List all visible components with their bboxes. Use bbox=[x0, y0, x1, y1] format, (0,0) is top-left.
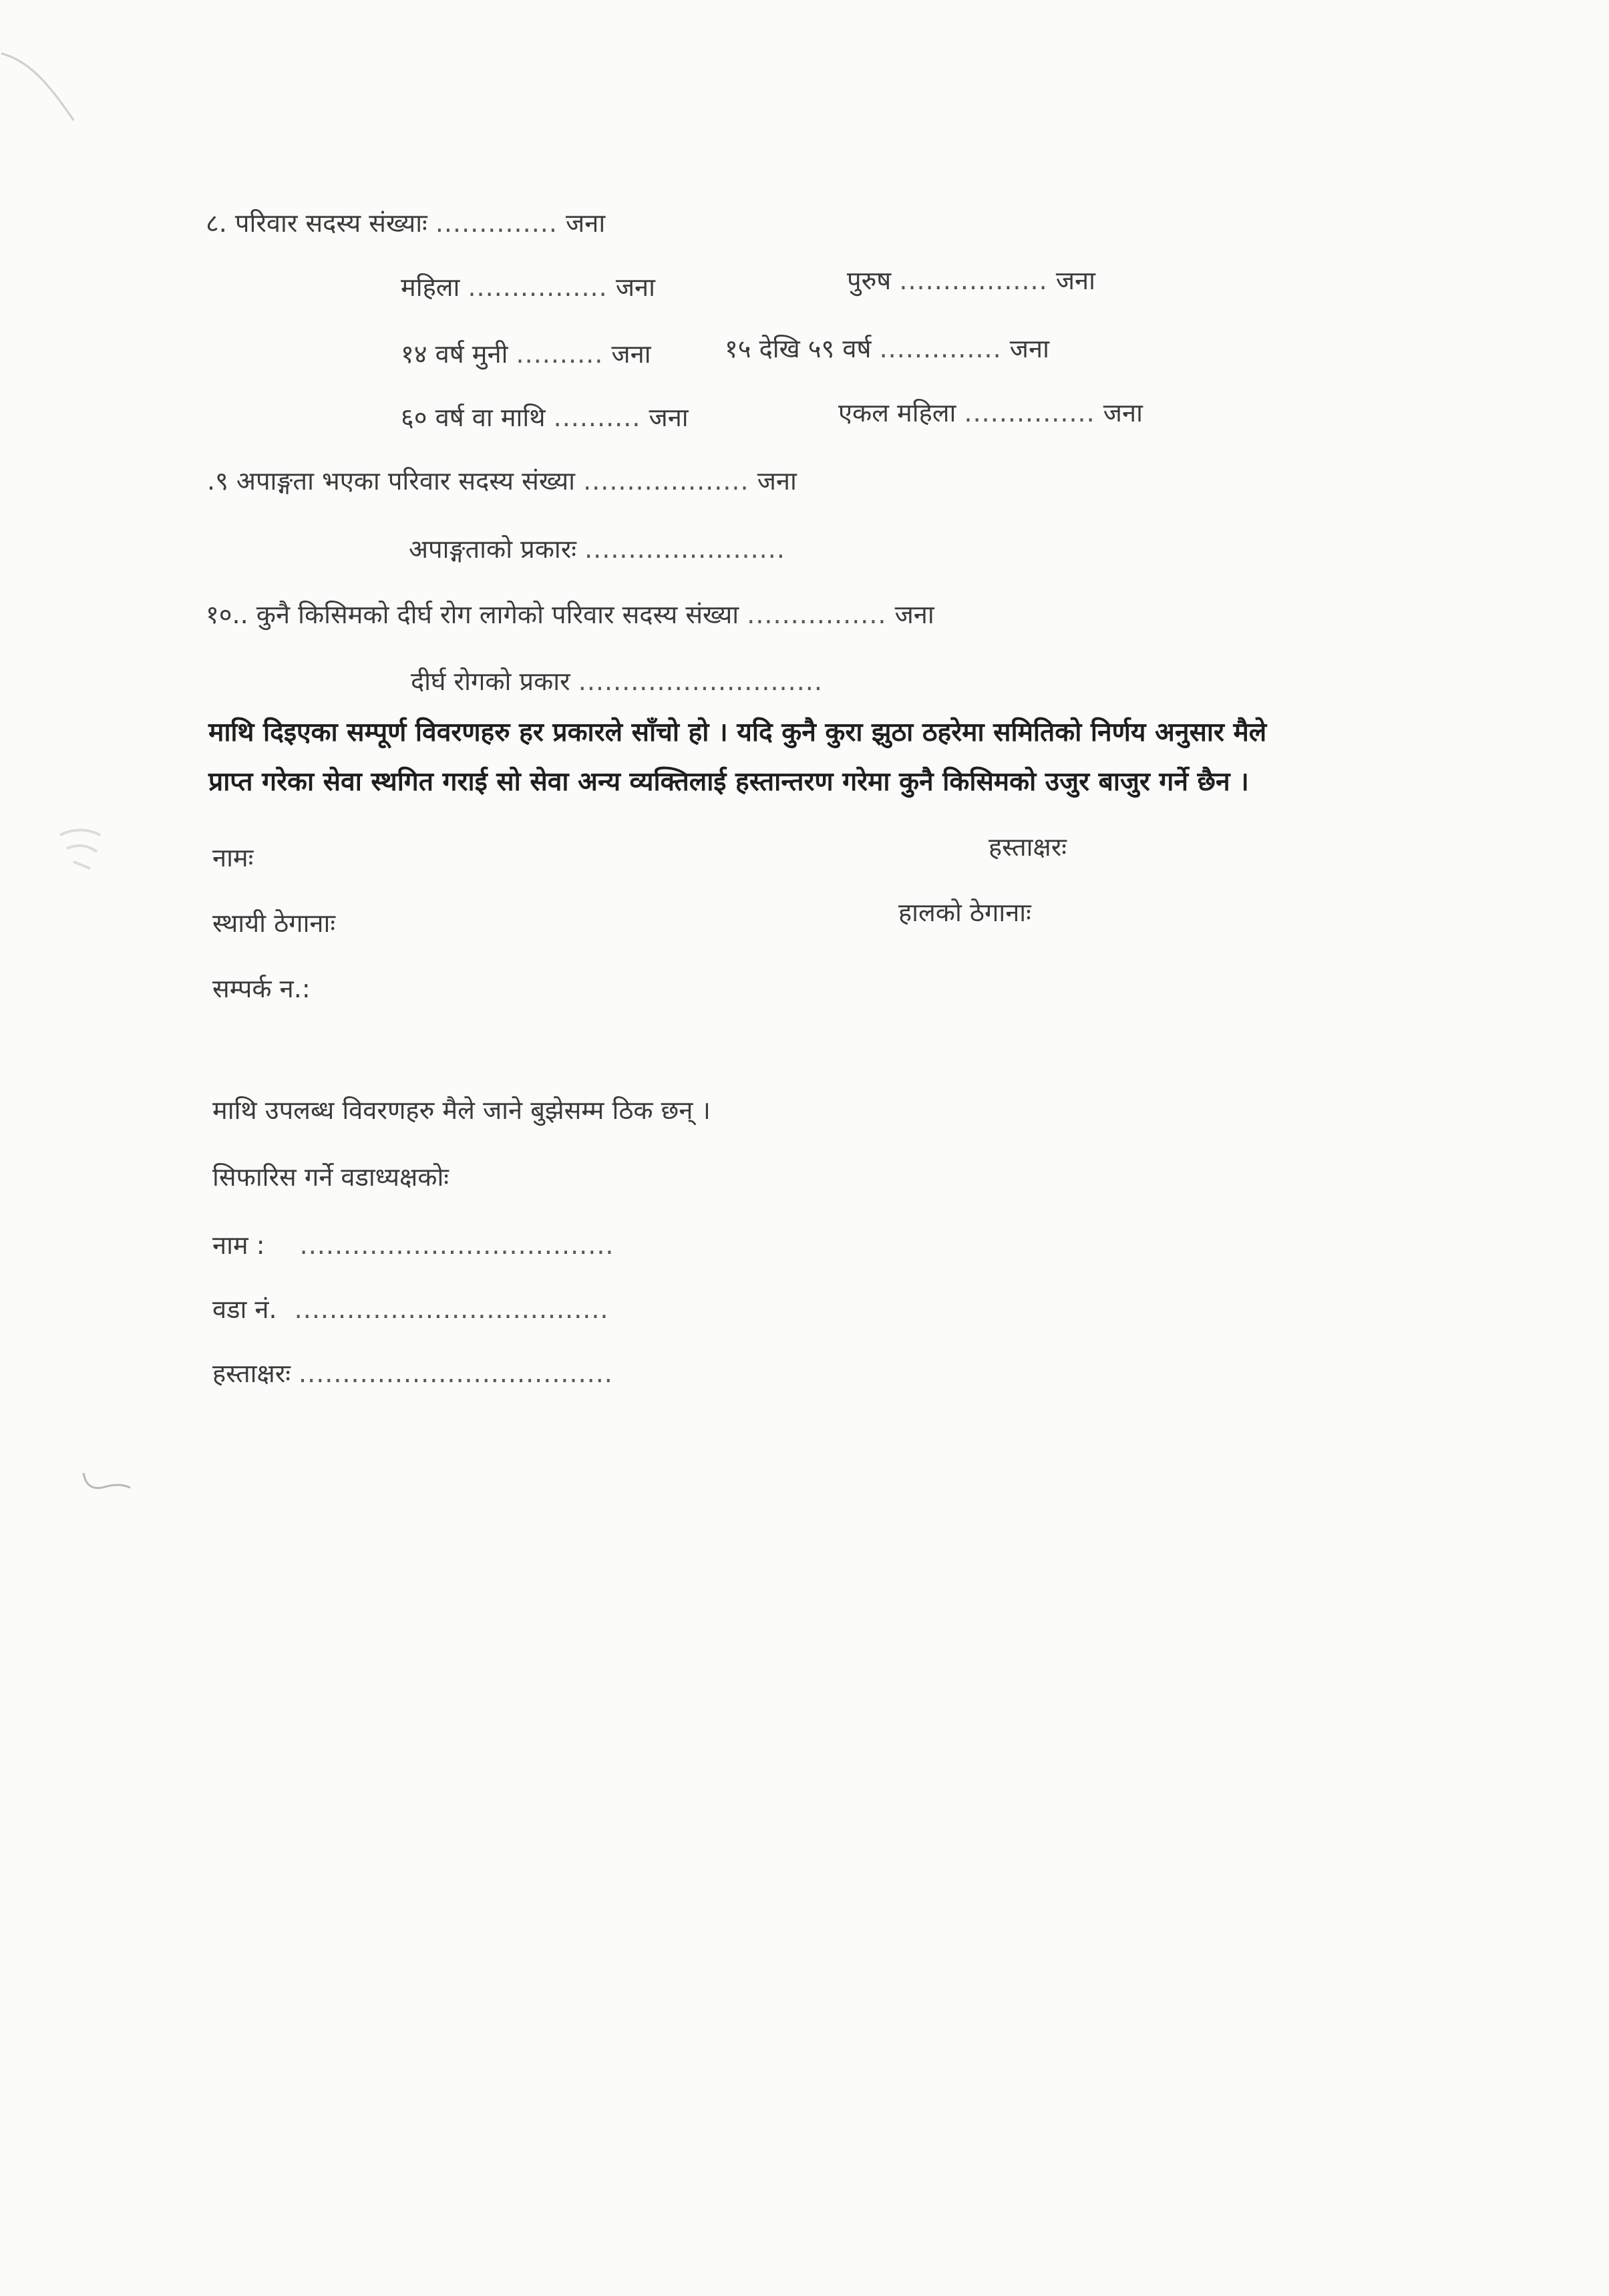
applicant-name-label: नामः bbox=[212, 843, 254, 872]
q8-single-women-row bbox=[838, 398, 1143, 429]
ward-signature-label: हस्ताक्षरः bbox=[212, 1359, 291, 1388]
q9-type-row bbox=[409, 534, 785, 565]
under14-unit: जना bbox=[611, 339, 651, 369]
q9-unit: जना bbox=[757, 466, 797, 496]
men-unit: जना bbox=[1055, 266, 1095, 295]
single-women-dots: ............... bbox=[964, 398, 1095, 428]
q10-label: १०.. कुनै किसिमको दीर्घ रोग लागेको परिवार सदस्य संख्या bbox=[206, 600, 739, 629]
ward-verification-text: माथि उपलब्ध विवरणहरु मैले जाने बुझेसम्म ठिक छन् । bbox=[212, 1096, 711, 1125]
men-label: पुरुष bbox=[847, 266, 892, 295]
q10-unit: जना bbox=[894, 600, 934, 629]
q8-label: ८. परिवार सदस्य संख्याः bbox=[206, 208, 427, 238]
over60-dots: .......... bbox=[553, 403, 641, 432]
single-women-label: एकल महिला bbox=[838, 398, 956, 428]
declaration-line-1: माथि दिइएका सम्पूर्ण विवरणहरु हर प्रकारले साँचो हो । यदि कुनै कुरा झुठा ठहरेमा समितिको निर्णय अनुसार मैले bbox=[208, 717, 1267, 748]
q8-men-row bbox=[847, 266, 1095, 297]
corner-crease-mark bbox=[0, 40, 107, 134]
age15-59-unit: जना bbox=[1009, 334, 1049, 363]
ward-name-dots: .................................... bbox=[299, 1231, 614, 1260]
declaration-line-2: प्राप्त गरेका सेवा स्थगित गराई सो सेवा अन्य व्यक्तिलाई हस्तान्तरण गरेमा कुनै किसिमको उजुर बाजुर गर्ने छैन । bbox=[208, 767, 1249, 797]
disability-type-label: अपाङ्गताको प्रकारः bbox=[409, 534, 576, 564]
single-women-unit: जना bbox=[1103, 398, 1143, 428]
over60-unit: जना bbox=[649, 403, 689, 432]
faint-stamp-mark bbox=[53, 822, 114, 875]
ward-number-dots: .................................... bbox=[294, 1295, 609, 1324]
current-address-label: हालको ठेगानाः bbox=[898, 898, 1031, 927]
q9-dots: ................... bbox=[583, 466, 749, 496]
applicant-signature-label: हस्ताक्षरः bbox=[989, 832, 1067, 862]
under14-label: १४ वर्ष मुनी bbox=[401, 339, 508, 369]
recommender-label: सिफारिस गर्ने वडाध्यक्षकोः bbox=[212, 1162, 449, 1192]
under14-dots: .......... bbox=[516, 339, 604, 369]
q10-dots: ................ bbox=[747, 600, 887, 629]
margin-scribble-mark bbox=[80, 1466, 134, 1500]
permanent-address-label: स्थायी ठेगानाः bbox=[212, 909, 336, 938]
age15-59-dots: .............. bbox=[879, 334, 1002, 363]
q8-age15-59-row bbox=[725, 334, 1049, 365]
chronic-disease-type-dots: ............................ bbox=[578, 667, 823, 696]
q8-dots: .............. bbox=[435, 208, 558, 238]
contact-number-label: सम्पर्क न.: bbox=[212, 974, 311, 1003]
q8-unit: जना bbox=[566, 208, 606, 238]
q8-under14-row bbox=[401, 339, 651, 370]
q8-women-row bbox=[401, 273, 655, 303]
ward-number-label: वडा नं. bbox=[212, 1295, 277, 1324]
over60-label: ६० वर्ष वा माथि bbox=[401, 403, 546, 432]
q8-over60-row bbox=[401, 403, 689, 434]
men-dots: ................. bbox=[899, 266, 1048, 295]
women-unit: जना bbox=[615, 273, 655, 302]
disability-type-dots: ....................... bbox=[584, 534, 785, 564]
ward-name-row bbox=[212, 1231, 614, 1261]
women-dots: ................ bbox=[468, 273, 608, 302]
q8-row bbox=[206, 208, 605, 239]
chronic-disease-type-label: दीर्घ रोगको प्रकार bbox=[411, 667, 570, 696]
q10-row bbox=[206, 600, 934, 631]
q9-label: .९ अपाङ्गता भएका परिवार सदस्य संख्या bbox=[207, 466, 575, 496]
q10-type-row bbox=[411, 667, 823, 697]
ward-number-row bbox=[212, 1295, 609, 1325]
ward-signature-dots: .................................... bbox=[299, 1359, 613, 1388]
ward-signature-row bbox=[212, 1359, 613, 1389]
q9-row bbox=[207, 466, 797, 497]
ward-name-label: नाम : bbox=[212, 1231, 265, 1260]
women-label: महिला bbox=[401, 273, 460, 302]
age15-59-label: १५ देखि ५९ वर्ष bbox=[725, 334, 872, 363]
